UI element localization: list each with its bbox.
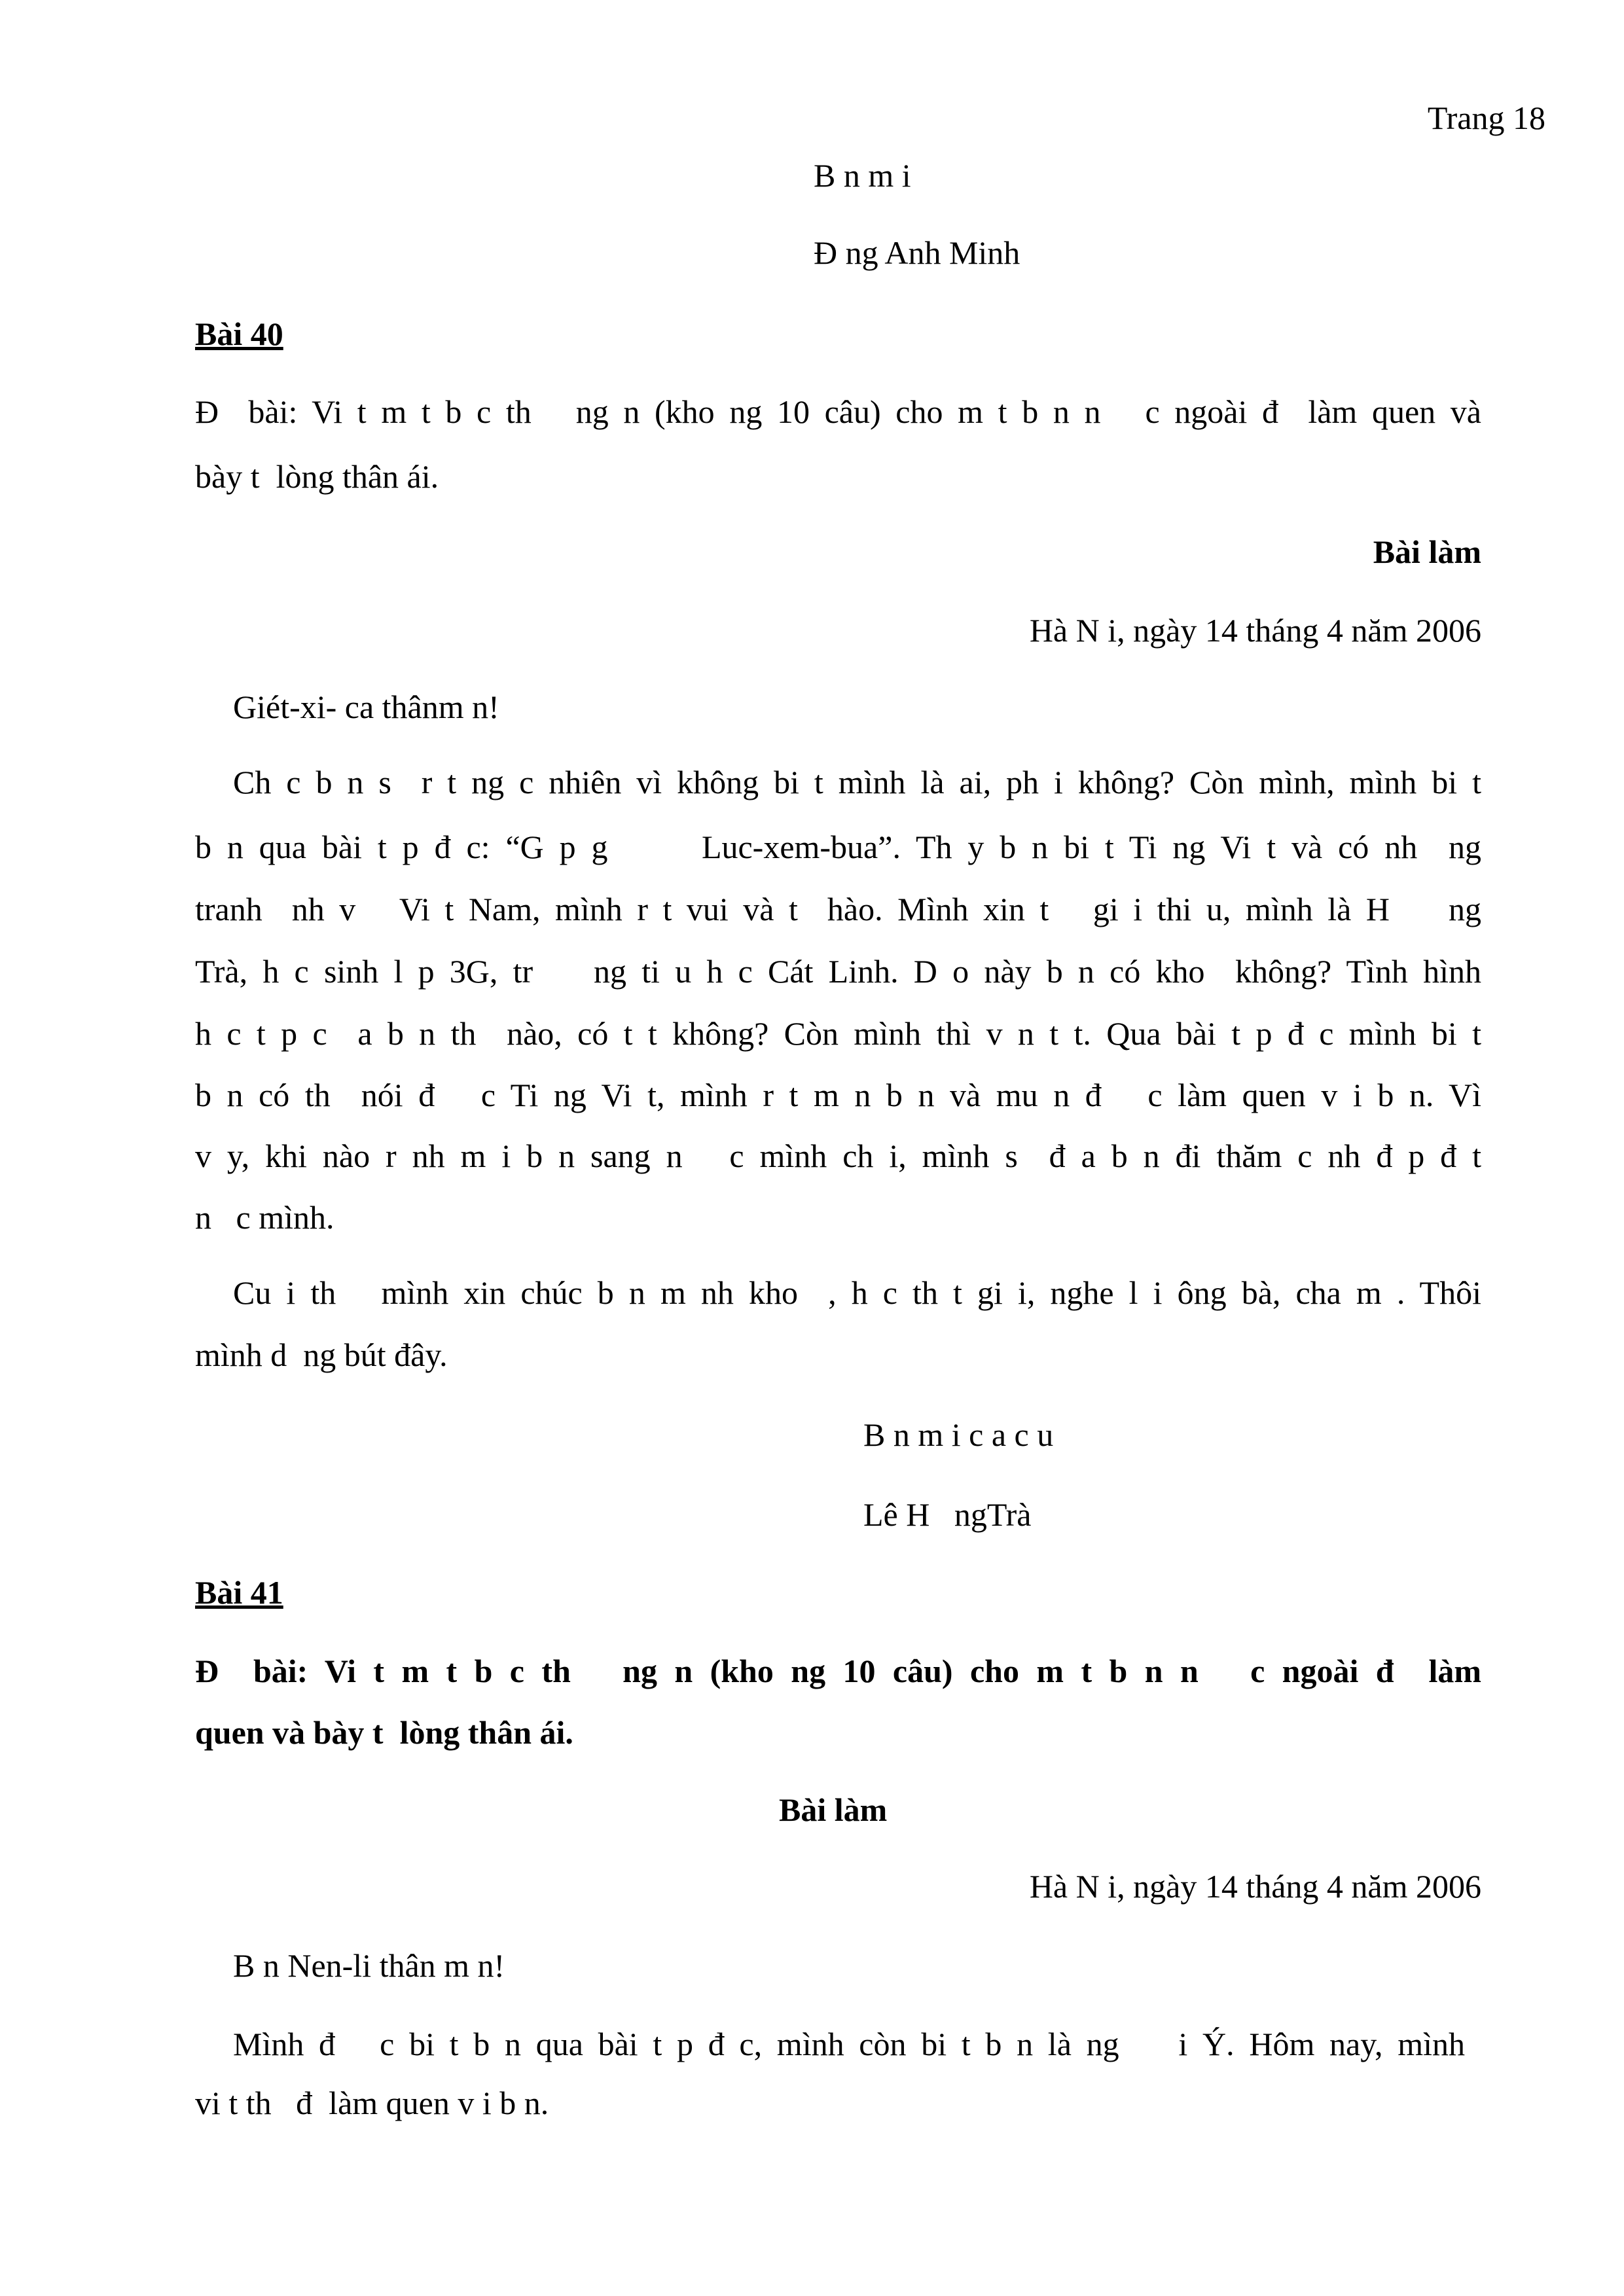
bai40-closing: B n m i c a c u (863, 1416, 1054, 1453)
bai40-prompt-line: Đ bài: Vi t m t b c th ng n (kho ng 10 câu) cho m t b n n c ngoài đ làm quen và (195, 393, 1481, 430)
bai40-para2-line: mình d ng bút đây. (195, 1336, 448, 1373)
bai40-para1-line: b n có th nói đ c Ti ng Vi t, mình r t m n b n và mu n đ c làm quen v i b n. Vì (195, 1077, 1481, 1113)
bai40-answer-label: Bài làm (1373, 533, 1481, 570)
bai41-para1-line: Mình đ c bi t b n qua bài t p đ c, mình còn bi t b n là ng i Ý. Hôm nay, mình (233, 2026, 1465, 2062)
bai40-para1-line: Ch c b n s r t ng c nhiên vì không bi t mình là ai, ph i không? Còn mình, mình bi t (233, 764, 1481, 800)
bai40-para1-line: b n qua bài t p đ c: “G p g Luc-xem-bua”. Th y b n bi t Ti ng Vi t và có nh ng (195, 829, 1481, 865)
bai41-prompt-line: Đ bài: Vi t m t b c th ng n (kho ng 10 câu) cho m t b n n c ngoài đ làm (195, 1653, 1481, 1689)
bai40-para1-line: v y, khi nào r nh m i b n sang n c mình ch i, mình s đ a b n đi thăm c nh đ p đ t (195, 1138, 1481, 1174)
bai41-heading: Bài 41 (195, 1574, 283, 1611)
bai40-para1-line: tranh nh v Vi t Nam, mình r t vui và t hào. Mình xin t gi i thi u, mình là H ng (195, 891, 1481, 927)
bai40-para1-line: Trà, h c sinh l p 3G, tr ng ti u h c Cát Linh. D o này b n có kho không? Tình hình (195, 953, 1481, 990)
top-closing: B n m i (814, 157, 911, 194)
bai40-date: Hà N i, ngày 14 tháng 4 năm 2006 (1029, 612, 1481, 649)
bai41-answer-label: Bài làm (779, 1791, 888, 1828)
page-number: Trang 18 (1427, 99, 1545, 136)
bai41-greeting: B n Nen-li thân m n! (233, 1947, 505, 1984)
bai41-para1-line: vi t th đ làm quen v i b n. (195, 2085, 549, 2121)
bai40-prompt-line: bày t lòng thân ái. (195, 458, 439, 495)
top-signature: Đ ng Anh Minh (814, 234, 1020, 271)
bai41-prompt-line: quen và bày t lòng thân ái. (195, 1714, 573, 1751)
bai40-para1-line: h c t p c a b n th nào, có t t không? Còn mình thì v n t t. Qua bài t p đ c mình bi t (195, 1015, 1481, 1052)
bai40-para2-line: Cu i th mình xin chúc b n m nh kho , h c th t gi i, nghe l i ông bà, cha m . Thôi (233, 1274, 1481, 1311)
bai40-heading: Bài 40 (195, 315, 283, 352)
bai40-para1-line: n c mình. (195, 1199, 334, 1236)
bai40-greeting: Giét-xi- ca thânm n! (233, 689, 499, 725)
bai40-signature: Lê H ngTrà (863, 1496, 1032, 1533)
bai41-date: Hà N i, ngày 14 tháng 4 năm 2006 (1029, 1868, 1481, 1905)
